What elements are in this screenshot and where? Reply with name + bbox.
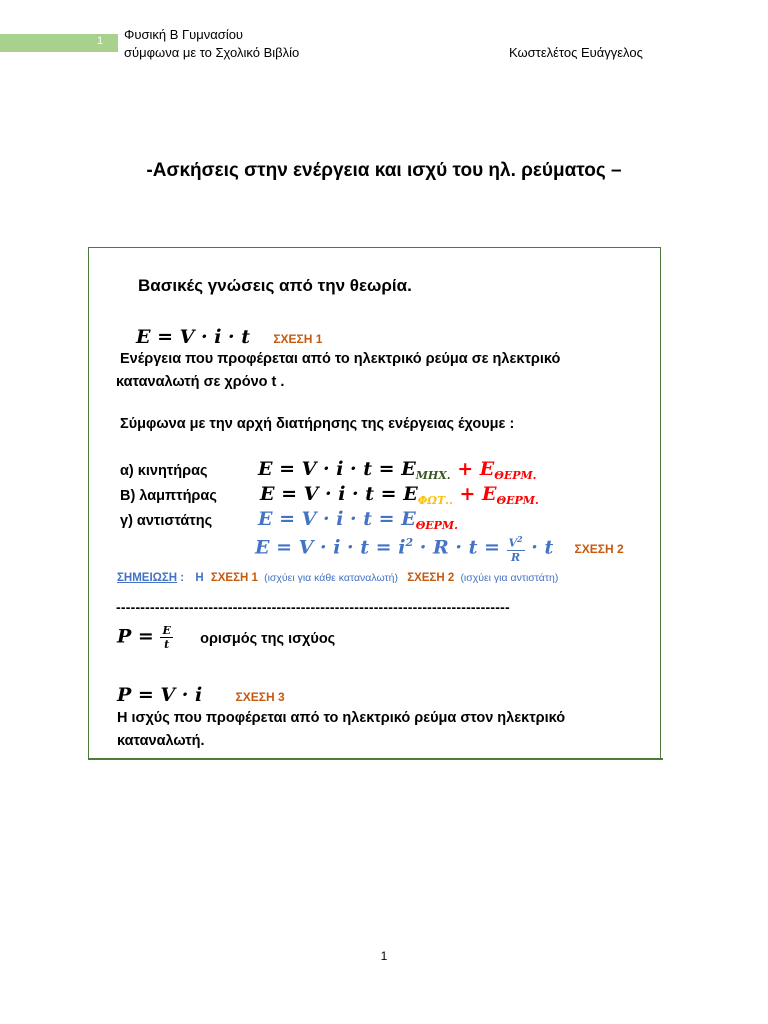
- header-page-tab: 1: [97, 35, 104, 47]
- equation-1-formula: E = V · i · t: [136, 326, 251, 348]
- equation-3-desc-line2: καταναλωτή.: [117, 733, 205, 749]
- case-motor-label: α) κινητήρας: [120, 463, 208, 479]
- case-resistor-equation: $E = V \cdot i \cdot t = E_{\Theta EPM.}$: [258, 508, 458, 532]
- case-resistor-label: γ) αντιστάτης: [120, 513, 213, 529]
- equation-1-desc-line1: Ενέργεια που προφέρεται από το ηλεκτρικό ρεύμα σε ηλεκτρικό: [120, 351, 561, 367]
- equation-2-label: ΣΧΕΣΗ 2: [574, 542, 624, 557]
- equation-1-label: ΣΧΕΣΗ 1: [273, 332, 323, 346]
- box-heading: Βασικές γνώσεις από την θεωρία.: [138, 276, 412, 295]
- power-definition-text: ορισμός της ισχύος: [200, 630, 336, 647]
- note-label: ΣΗΜΕΙΩΣΗ: [117, 572, 178, 584]
- conservation-text: Σύμφωνα με την αρχή διατήρησης της ενέργειας έχουμε :: [120, 416, 515, 432]
- page-title: -Ασκήσεις στην ενέργεια και ισχύ του ηλ. ρεύματος –: [146, 160, 622, 181]
- note-line: ΣΗΜΕΙΩΣΗ : Η ΣΧΕΣΗ 1 (ισχύει για κάθε καταναλωτή) ΣΧΕΣΗ 2 (ισχύει για αντιστάτη): [117, 572, 559, 584]
- header-author: Κωστελέτος Ευάγγελος: [509, 45, 643, 60]
- page-number: 1: [380, 949, 388, 963]
- equation-3: P = V · i ΣΧΕΣΗ 3: [117, 684, 285, 706]
- theory-box-bottom-border: [88, 758, 663, 760]
- equation-1: [136, 326, 322, 349]
- case-lamp-label: Β) λαμπτήρας: [120, 488, 217, 504]
- equation-1-desc-line2: καταναλωτή σε χρόνο t .: [116, 374, 285, 390]
- equation-2: $E = V \cdot i \cdot t = i^2 \cdot R \cdot t$ = $\frac{V^2}{R}$ · t ΣΧΕΣΗ 2: [255, 534, 624, 564]
- equation-2-fraction: $\frac{V^2}{R}$: [508, 534, 523, 564]
- equation-3-label: ΣΧΕΣΗ 3: [235, 690, 285, 704]
- power-fraction: $\frac{E}{t}$: [162, 624, 171, 651]
- header-title-line2: σύμφωνα με το Σχολικό Βιβλίο: [124, 45, 300, 60]
- case-motor-equation: $E = V \cdot i \cdot t = E_{MHX.} + E_{\Theta EPM.}$: [258, 458, 537, 482]
- divider-line: ---------------------------------------------------------------------------------: [116, 599, 510, 615]
- power-definition: P = $\frac{E}{t}$ ορισμός της ισχύος: [117, 624, 336, 651]
- case-lamp-equation: $E = V \cdot i \cdot t = E_{\Phi\Omega T..} + E_{\Theta EPM.}$: [260, 483, 539, 507]
- header-title-line1: Φυσική Β Γυμνασίου: [124, 27, 244, 42]
- equation-3-desc-line1: Η ισχύς που προφέρεται από το ηλεκτρικό ρεύμα στον ηλεκτρικό: [117, 710, 566, 726]
